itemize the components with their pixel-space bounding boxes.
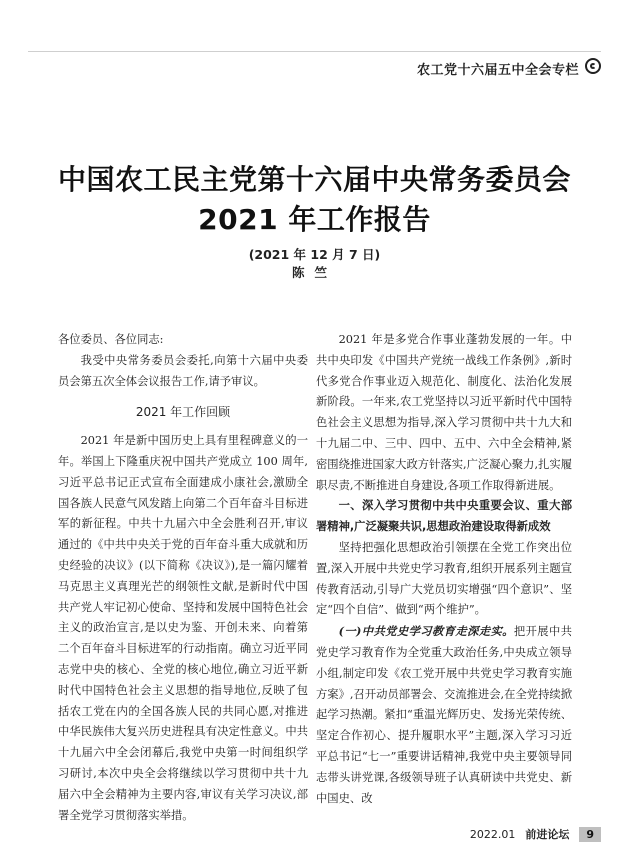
part-one-heading: 一、深入学习贯彻中共中央重要会议、重大部署精神,广泛凝聚共识,思想政治建设取得新成效 (316, 499, 572, 534)
report-title-line1: 中国农工民主党第十六届中央常务委员会 (57, 163, 571, 196)
salutation: 各位委员、各位同志: (58, 333, 164, 346)
section-title: 2021 年工作回顾 (135, 405, 231, 420)
column-title: 农工党十六届五中全会专栏 (416, 63, 579, 78)
report-title-line2: 2021 年工作报告 (198, 203, 431, 236)
journal-name: 前进论坛 (525, 828, 570, 841)
report-author: 陈竺 (291, 265, 337, 280)
right-column (316, 330, 572, 809)
column-logo-icon (585, 58, 601, 74)
subsection-label: (一)中共党史学习教育走深走实。 (338, 624, 514, 639)
part-one-paragraph: 坚持把强化思想政治引领摆在全党工作突出位置,深入开展中共党史学习教育,组织开展系列主题宣传教育活动,引导广大党员切实增强“四个意识”、坚定“四个自信”、做到“两个维护”。 (316, 540, 572, 617)
left-column (58, 330, 308, 826)
subsection-text: 把开展中共党史学习教育作为全党重大政治任务,中央成立领导小组,制定印发《农工党开展中共党史学习教育实施方案》,召开动员部署会、交流推进会,在全党持续掀起学习热潮。紧扣“重温光辉历史、发扬光荣传统、坚定合作初心、提升履职水平”主题,深入学习习近平总书记“七一”重要讲话精神,我党中央主要领导同志带头讲党课,各级领导班子认真研读中共党史、新中国史、改 (316, 625, 572, 805)
subsection-paragraph (316, 621, 572, 809)
page-footer (470, 826, 601, 842)
intro-paragraph: 我受中央常务委员会委托,向第十六届中央委员会第五次全体会议报告工作,请予审议。 (58, 353, 308, 388)
page-number: 9 (579, 827, 601, 842)
issue-number: 2022.01 (469, 827, 516, 841)
header-divider (28, 51, 601, 52)
overview-paragraph: 2021 年是多党合作事业蓬勃发展的一年。中共中央印发《中国共产党统一战线工作条例》,新时代多党合作事业迈入规范化、制度化、法治化发展新阶段。一年来,农工党坚持以习近平新时代中国特色社会主义思想为指导,深入学习贯彻中共十九大和十九届二中、三中、四中、五中、六中全会精神,紧密围绕推进国家大政方针落实,广泛凝心聚力,扎实履职尽责,不断推进自身建设,各项工作取得新进展。 (316, 333, 572, 492)
review-paragraph: 2021 年是新中国历史上具有里程碑意义的一年。举国上下隆重庆祝中国共产党成立 100 周年,习近平总书记正式宣布全面建成小康社会,激励全国各族人民意气风发踏上向第二个百年奋斗目标进军的新征程。中共十九届六中全会胜利召开,审议通过的《中共中央关于党的百年奋斗重大成就和历史经验的决议》(以下简称《决议》),是一篇闪耀着马克思主义真理光芒的纲领性文献,是新时代中国共产党人牢记初心使命、坚持和发展中国特色社会主义的政治宣言,是以史为鉴、开创未来、向着第二个百年奋斗目标进军的行动指南。确立习近平同志党中央的核心、全党的核心地位,确立习近平新时代中国特色社会主义思想的指导地位,反映了包括农工党在内的全国各族人民的共同心愿,对推进中华民族伟大复兴历史进程具有决定性意义。中共十九届六中全会闭幕后,我党中央第一时间组织学习研讨,本次中央全会将继续以学习贯彻中共十九届六中全会精神为主要内容,审议有关学习决议,部署全党学习贯彻落实举措。 (58, 434, 308, 822)
report-date: (2021 年 12 月 7 日) (248, 247, 381, 262)
